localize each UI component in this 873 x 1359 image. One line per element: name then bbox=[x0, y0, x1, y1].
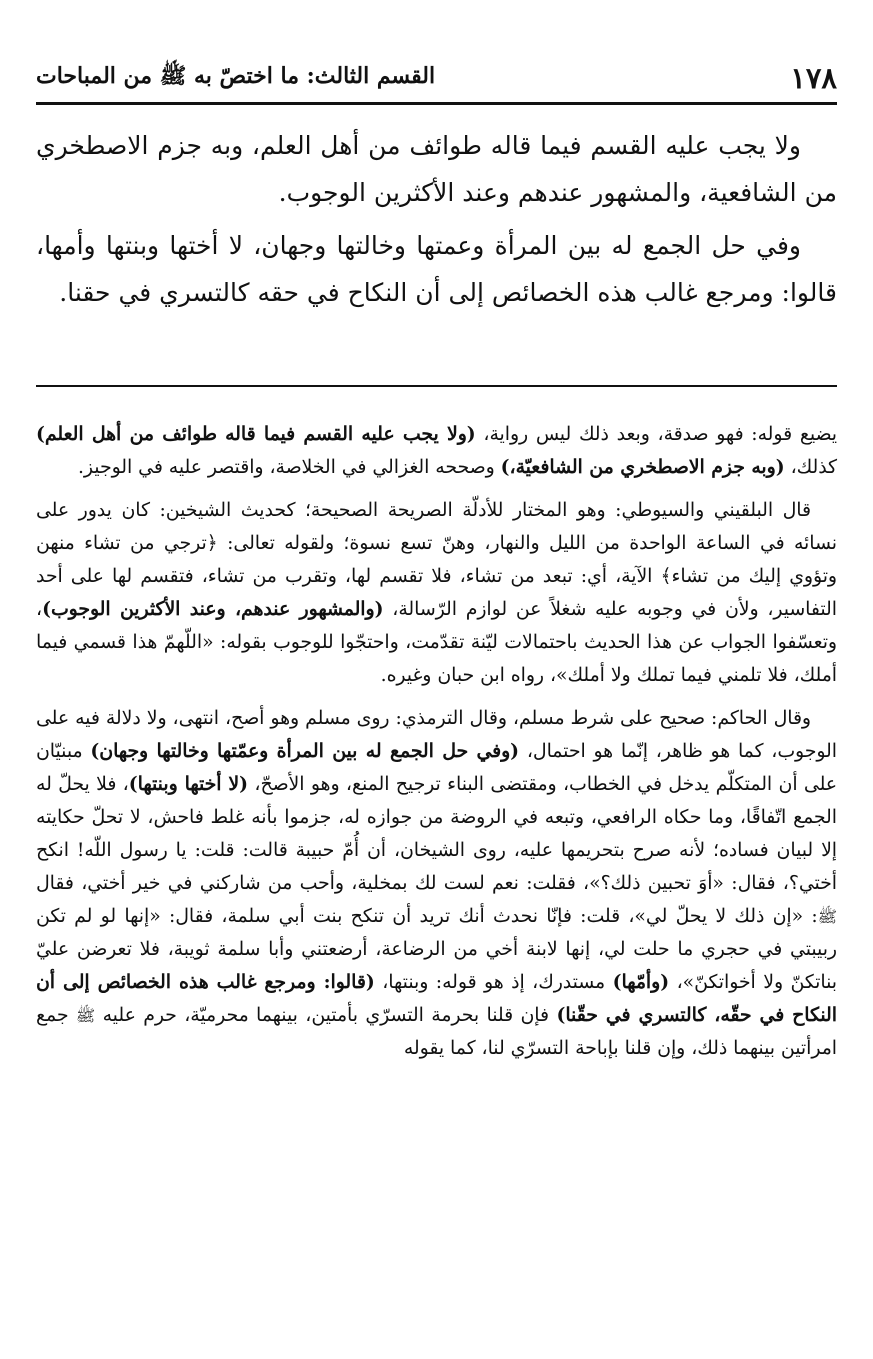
commentary-text-run: مستدرك، إذ هو قوله: وبنتها، bbox=[374, 972, 613, 993]
main-paragraph: وفي حل الجمع له بين المرأة وعمتها وخالتها وجهان، لا أختها وبنتها وأمها، قالوا: ومرجع غالب هذه الخصائص إلى أن النكاح في حقه كالتسري في حقنا. bbox=[36, 231, 837, 307]
commentary-text-run: ، وتعسّفوا الجواب عن هذا الحديث باحتمالات ليّنة تقدّمت، واحتجّوا للوجوب بقوله: «اللّهمّ هذا قسمي فيما أملك، فلا تلمني فيما تملك ولا أملك»، رواه ابن حبان وغيره. bbox=[36, 599, 837, 686]
commentary-text-run: وقال الحاكم: صحيح على شرط مسلم، وقال الترمذي: روى مسلم وهو أصح، انتهى، ولا دلالة فيه على الوجوب، كما هو ظاهر، إنّما هو احتمال، bbox=[36, 708, 837, 762]
commentary-text-run: الآية، أي: تبعد من تشاء، فلا تقسم لها، وتقرب من تشاء، فتقسم لها على أحد التفاسير، ولأن في وجوبه عليه شغلاً عن لوازم الرّسالة، bbox=[36, 566, 837, 620]
main-paragraph: ولا يجب عليه القسم فيما قاله طوائف من أهل العلم، وبه جزم الاصطخري من الشافعية، والمشهور عندهم وعند الأكثرين الوجوب. bbox=[36, 131, 837, 207]
quoted-matn: (وفي حل الجمع له بين المرأة وعمّتها وخالتها وجهان) bbox=[90, 740, 520, 762]
commentary-text bbox=[36, 418, 837, 1075]
quran-verse: ترجي من تشاء منهن وتؤوي إليك من تشاء bbox=[36, 533, 837, 587]
page-number: ١٧٨ bbox=[790, 61, 837, 95]
commentary-paragraph bbox=[36, 702, 837, 1065]
commentary-text-run: جمع امرأتين بينهما ذلك، وإن قلنا بإباحة التسرّي لنا، كما يقوله bbox=[36, 1005, 837, 1059]
commentary-paragraph bbox=[36, 494, 837, 692]
quoted-matn: (وأمّها) bbox=[612, 971, 670, 993]
quoted-matn: (ولا يجب عليه القسم فيما قاله طوائف من أهل العلم) bbox=[36, 423, 476, 445]
commentary-text-run: وصححه الغزالي في الخلاصة، واقتصر عليه في الوجيز. bbox=[77, 457, 501, 478]
commentary-text-run: مبنيّان على أن المتكلّم يدخل في الخطاب، ومقتضى البناء ترجيح المنع، وهو الأصحّ، bbox=[36, 741, 837, 795]
quran-bracket-close: ﴾ bbox=[660, 566, 672, 587]
quoted-matn: (قالوا: ومرجع غالب هذه الخصائص إلى أن النكاح في حقّه، كالتسري في حقّنا) bbox=[36, 971, 837, 1026]
commentary-paragraph bbox=[36, 418, 837, 484]
salutation-symbol: ﷺ bbox=[75, 1006, 96, 1025]
salutation-symbol: ﷺ bbox=[817, 907, 837, 926]
commentary-text-run: فإن قلنا بحرمة التسرّي بأمتين، بينهما محرميّة، حرم عليه bbox=[95, 1005, 557, 1026]
commentary-text-run: : «إن ذلك لا يحلّ لي»، قلت: فإنّا نحدث أنك تريد أن تنكح بنت أبي سلمة، فقال: «إنها لو لم تكن ربيبتي في حجري ما حلت لي، إنها لابنة أخي من الرضاعة، أرضعتني وأبا سلمة ثويبة، فلا تعرضن عليّ بناتكنّ ولا أخواتكنّ»، bbox=[36, 906, 838, 993]
quoted-matn: (وبه جزم الاصطخري من الشافعيّة،) bbox=[500, 456, 785, 478]
commentary-text-run: ، فلا يحلّ له الجمع اتّفاقًا، وما حكاه الرافعي، وتبعه في الروضة من جوازه له، جزموا بأنه غلط فاحش، لا تحلّ حكايته إلا لبيان فساده؛ لأنه صرح بتحريمها عليه، روى الشيخان، أن أُمّ حبيبة قالت: قلت: يا رسول اللّه! انكح أختي؟، فقال: «أوَ تحبين ذلك؟»، فقلت: نعم لست لك بمخلية، وأحب من شاركني في خير أختي، فقال bbox=[36, 774, 837, 894]
commentary-text-run: كذلك، bbox=[784, 457, 837, 478]
main-text bbox=[36, 122, 837, 322]
quran-bracket-open: ﴿ bbox=[206, 533, 218, 554]
quoted-matn: (لا أختها وبنتها) bbox=[128, 773, 249, 795]
quoted-matn: (والمشهور عندهم، وعند الأكثرين الوجوب) bbox=[42, 598, 384, 620]
commentary-text-run: قال البلقيني والسيوطي: وهو المختار للأدلّة الصريحة الصحيحة؛ كحديث الشيخين: كان يدور على نسائه في الساعة الواحدة من الليل والنهار، وهنّ تسع نسوة؛ ولقوله تعالى: bbox=[36, 500, 837, 554]
running-title: القسم الثالث: ما اختصّ به ﷺ من المباحات bbox=[36, 63, 436, 89]
commentary-text-run: يضيع قوله: فهو صدقة، وبعد ذلك ليس رواية، bbox=[475, 424, 838, 445]
page-header bbox=[36, 54, 837, 105]
separator-rule bbox=[36, 385, 837, 387]
